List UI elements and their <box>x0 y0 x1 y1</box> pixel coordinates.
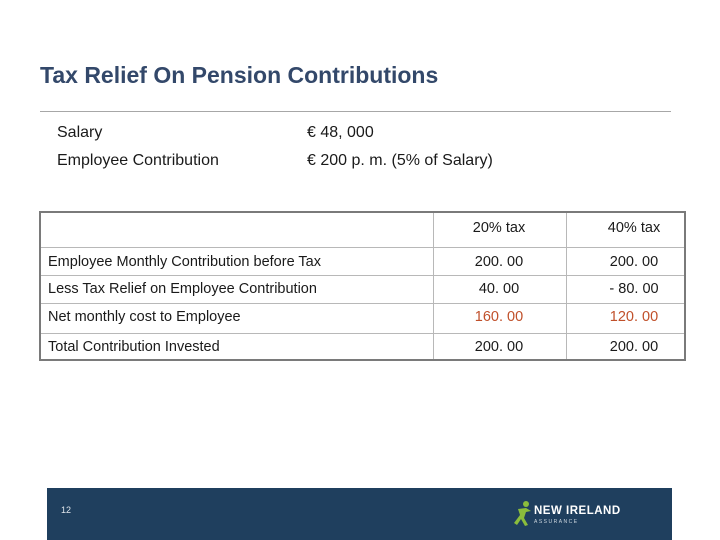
row-value-40: 200. 00 <box>609 339 659 355</box>
table-row <box>41 303 684 334</box>
header-20-tax: 20% tax <box>472 220 526 236</box>
table-row <box>41 275 684 304</box>
row-value-40: 120. 00 <box>609 309 659 325</box>
header-40-tax: 40% tax <box>607 220 661 236</box>
table-row <box>41 333 684 360</box>
row-value-20: 200. 00 <box>474 254 524 270</box>
logo-subtitle: ASSURANCE <box>534 519 579 525</box>
tax-relief-table <box>39 211 686 361</box>
leaping-figure-icon <box>512 499 534 529</box>
footer-bar <box>47 488 672 540</box>
logo-name: NEW IRELAND <box>534 505 621 517</box>
row-value-20: 200. 00 <box>474 339 524 355</box>
table-header-row <box>41 213 684 247</box>
new-ireland-logo <box>512 499 632 529</box>
row-value-20: 40. 00 <box>478 281 520 297</box>
contribution-label: Employee Contribution <box>57 152 219 169</box>
contribution-value: € 200 p. m. (5% of Salary) <box>307 152 493 169</box>
contribution-row <box>57 152 493 170</box>
row-label: Total Contribution Invested <box>48 339 220 355</box>
row-value-40: - 80. 00 <box>609 281 659 297</box>
row-value-40: 200. 00 <box>609 254 659 270</box>
row-value-20: 160. 00 <box>474 309 524 325</box>
title-divider <box>40 111 671 112</box>
page-number: 12 <box>61 505 72 515</box>
table-row <box>41 247 684 276</box>
page-title: Tax Relief On Pension Contributions <box>40 62 439 88</box>
salary-label: Salary <box>57 124 103 141</box>
salary-value: € 48, 000 <box>307 124 374 141</box>
row-label: Net monthly cost to Employee <box>48 309 241 325</box>
row-label: Less Tax Relief on Employee Contribution <box>48 281 317 297</box>
row-label: Employee Monthly Contribution before Tax <box>48 254 321 270</box>
salary-row <box>57 124 374 142</box>
